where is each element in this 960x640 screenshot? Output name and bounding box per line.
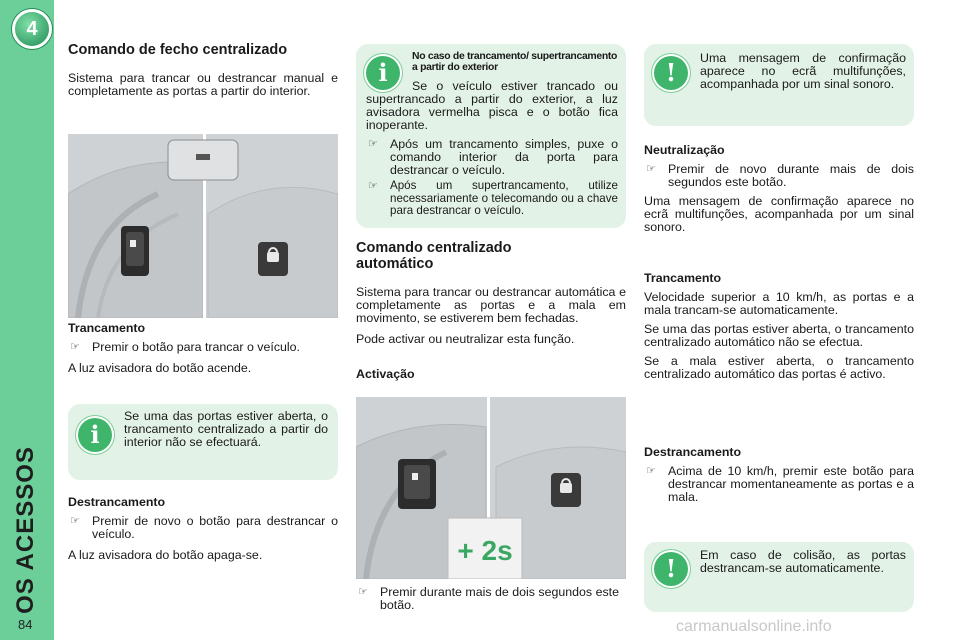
hand-pointer-icon: ☞ [646, 465, 656, 477]
activation-bullet-text: Premir durante mais de dois segundos este botão. [380, 585, 619, 612]
lock-heading: Trancamento [68, 321, 146, 335]
info-text: Se uma das portas estiver aberta, o trancamento centralizado a partir do interior não se efectuará. [124, 409, 328, 449]
neutral-note: Uma mensagem de confirmação aparece no ecrã multifunções, acompanhada por um sinal sonoro. [644, 194, 914, 234]
unlock-bullet [68, 515, 338, 541]
hand-pointer-icon: ☞ [70, 341, 80, 353]
auto-unlock-bullet [644, 465, 914, 504]
watermark: carmanualsonline.info [676, 618, 832, 635]
activation-heading: Activação [356, 367, 415, 381]
neutral-section [644, 144, 914, 234]
auto-lock-p2: Se uma das portas estiver aberta, o trancamento centralizado automático não se efectua. [644, 322, 914, 349]
collision-text: Em caso de colisão, as portas destrancam-se automaticamente. [700, 548, 906, 575]
info-box-doors-open [68, 404, 338, 480]
auto-intro-2: Pode activar ou neutralizar esta função. [356, 332, 575, 346]
button-photo [356, 397, 626, 579]
hand-pointer-icon: ☞ [368, 180, 378, 192]
padlock-icon [267, 252, 279, 262]
unlock-heading: Destrancamento [68, 495, 166, 509]
info-box-text: Se o veículo estiver trancado ou supertrancado a partir do exterior, a luz avisadora vermelha pisca e o botão fica inoperante. [366, 79, 618, 132]
exclamation-icon: ! [654, 56, 688, 90]
auto-lock-heading: Trancamento [644, 271, 722, 285]
page-number: 84 [18, 617, 33, 632]
info-box-bullet-1-text: Após um trancamento simples, puxe o comando interior da porta para destrancar o veículo. [390, 137, 618, 177]
console-photo [68, 134, 338, 318]
info-box-bullet-2 [366, 180, 618, 218]
hand-pointer-icon: ☞ [646, 163, 656, 175]
lock-bullet-text: Premir o botão para trancar o veículo. [92, 340, 300, 354]
unlock-bullet-text: Premir de novo o botão para destrancar o veículo. [92, 514, 338, 541]
auto-unlock-section [644, 446, 914, 504]
chapter-title-text: OS ACESSOS [12, 446, 39, 614]
warning-text: Uma mensagem de confirmação aparece no ecrã multifunções, acompanhada por um sinal sonoro. [700, 51, 906, 91]
activation-step [356, 586, 626, 612]
activation-bullet [356, 586, 626, 612]
chapter-title [4, 440, 48, 620]
hand-pointer-icon: ☞ [70, 515, 80, 527]
auto-intro: Sistema para trancar ou destrancar automática e completamente as portas e a mala em movimento, se estiverem bem fechadas. [356, 285, 626, 325]
column-1 [68, 42, 338, 98]
neutral-bullet [644, 163, 914, 189]
lock-note: A luz avisadora do botão acende. [68, 361, 252, 375]
auto-unlock-heading: Destrancamento [644, 445, 742, 459]
neutral-bullet-text: Premir de novo durante mais de dois segundos este botão. [668, 162, 914, 189]
hand-pointer-icon: ☞ [368, 138, 378, 150]
lock-bullet [68, 341, 338, 354]
info-icon: i [366, 56, 400, 90]
auto-title: Comando centralizado automático [356, 240, 512, 272]
auto-lock-p1: Velocidade superior a 10 km/h, as portas e a mala trancam-se automaticamente. [644, 290, 914, 317]
auto-lock-section [644, 272, 914, 381]
warning-box-collision [644, 542, 914, 612]
section-title: Comando de fecho centralizado [68, 42, 288, 58]
info-box-bullet-2-text: Após um supertrancamento, utilize necessariamente o telecomando ou a chave para destrancar o veículo. [390, 179, 618, 217]
info-icon: i [78, 418, 112, 452]
intro-paragraph: Sistema para trancar ou destrancar manual e completamente as portas a partir do interior. [68, 71, 338, 98]
hold-duration-label: + 2s [457, 535, 513, 566]
unlock-section [68, 496, 338, 562]
info-box-exterior-lock [356, 44, 626, 228]
info-box-title: No caso de trancamento/ supertrancamento a partir do exterior [412, 51, 618, 73]
exclamation-icon: ! [654, 552, 688, 586]
auto-unlock-bullet-text: Acima de 10 km/h, premir este botão para destrancar momentaneamente as portas e a mala. [668, 464, 914, 504]
warning-box-confirmation [644, 44, 914, 126]
neutral-heading: Neutralização [644, 143, 725, 157]
console-illustration [68, 134, 338, 318]
unlock-note: A luz avisadora do botão apaga-se. [68, 548, 263, 562]
lock-section [68, 322, 338, 375]
info-box-bullet-1 [366, 138, 618, 177]
auto-section [356, 240, 626, 381]
chapter-number-badge: 4 [12, 9, 52, 49]
hand-pointer-icon: ☞ [358, 586, 368, 598]
auto-lock-p3: Se a mala estiver aberta, o trancamento centralizado automático das portas é activo. [644, 354, 914, 381]
